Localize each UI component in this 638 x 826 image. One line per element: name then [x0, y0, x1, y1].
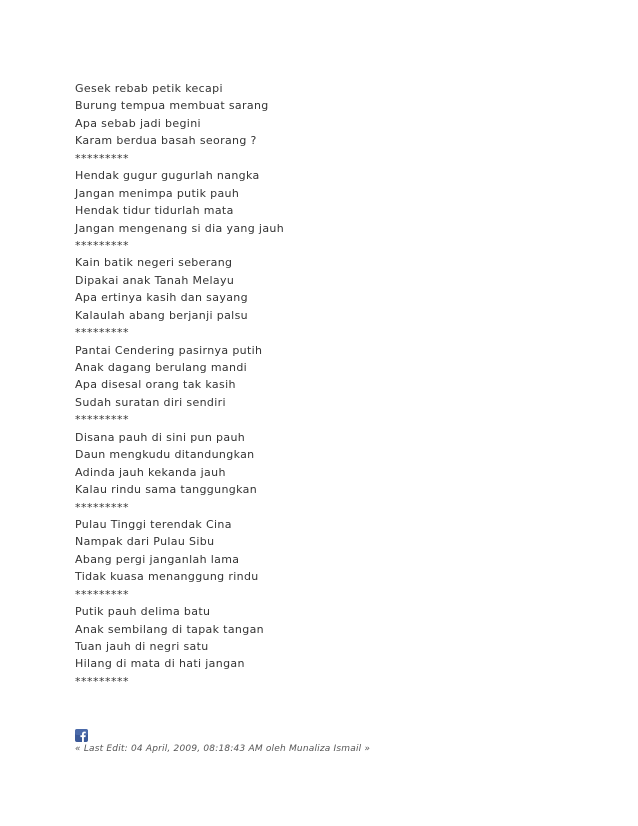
pantun-line: Apa disesal orang tak kasih	[75, 378, 236, 392]
pantun-line: Apa sebab jadi begini	[75, 116, 201, 130]
post-body	[75, 80, 595, 690]
pantun-line: Pulau Tinggi terendak Cina	[75, 517, 232, 531]
pantun-stanza-2	[75, 167, 595, 254]
stanza-separator: *********	[75, 413, 129, 427]
pantun-line: Dipakai anak Tanah Melayu	[75, 273, 235, 287]
facebook-icon-gloss	[75, 729, 88, 735]
pantun-line: Hilang di mata di hati jangan	[75, 657, 245, 671]
pantun-stanza-3	[75, 254, 595, 341]
stanza-separator: *********	[75, 500, 129, 514]
pantun-line: Kalaulah abang berjanji palsu	[75, 308, 248, 322]
pantun-line: Hendak tidur tidurlah mata	[75, 204, 234, 218]
stanza-separator: *********	[75, 587, 129, 601]
stanza-separator: *********	[75, 151, 129, 165]
pantun-line: Pantai Cendering pasirnya putih	[75, 343, 263, 357]
pantun-line: Gesek rebab petik kecapi	[75, 82, 223, 95]
pantun-stanza-1	[75, 80, 595, 167]
stanza-separator: *********	[75, 674, 129, 688]
pantun-line: Hendak gugur gugurlah nangka	[75, 169, 260, 183]
pantun-stanza-5	[75, 429, 595, 516]
pantun-line: Nampak dari Pulau Sibu	[75, 535, 215, 549]
pantun-stanza-7	[75, 603, 595, 690]
pantun-line: Anak sembilang di tapak tangan	[75, 622, 265, 636]
stanza-separator: *********	[75, 326, 129, 340]
stanza-separator: *********	[75, 238, 129, 252]
pantun-stanza-6	[75, 516, 595, 603]
facebook-icon[interactable]	[75, 729, 88, 742]
pantun-line: Apa ertinya kasih dan sayang	[75, 291, 248, 305]
pantun-line: Karam berdua basah seorang ?	[75, 134, 257, 148]
pantun-line: Anak dagang berulang mandi	[75, 361, 248, 374]
pantun-stanza-4	[75, 342, 595, 429]
post-footer	[75, 729, 595, 754]
pantun-line: Sudah suratan diri sendiri	[75, 395, 226, 409]
pantun-line: Disana pauh di sini pun pauh	[75, 430, 246, 444]
pantun-line: Daun mengkudu ditandungkan	[75, 448, 255, 462]
last-edit-note: « Last Edit: 04 April, 2009, 08:18:43 AM oleh Munaliza Ismail »	[75, 744, 371, 754]
pantun-line: Kalau rindu sama tanggungkan	[75, 483, 258, 497]
pantun-line: Tidak kuasa menanggung rindu	[75, 570, 259, 584]
pantun-line: Jangan mengenang si dia yang jauh	[75, 221, 285, 235]
pantun-line: Jangan menimpa putik pauh	[75, 186, 240, 200]
pantun-line: Abang pergi janganlah lama	[75, 552, 240, 566]
pantun-line: Putik pauh delima batu	[75, 605, 211, 619]
pantun-line: Tuan jauh di negri satu	[75, 640, 209, 653]
pantun-line: Burung tempua membuat sarang	[75, 99, 269, 113]
pantun-line: Kain batik negeri seberang	[75, 256, 233, 270]
pantun-line: Adinda jauh kekanda jauh	[75, 465, 226, 479]
